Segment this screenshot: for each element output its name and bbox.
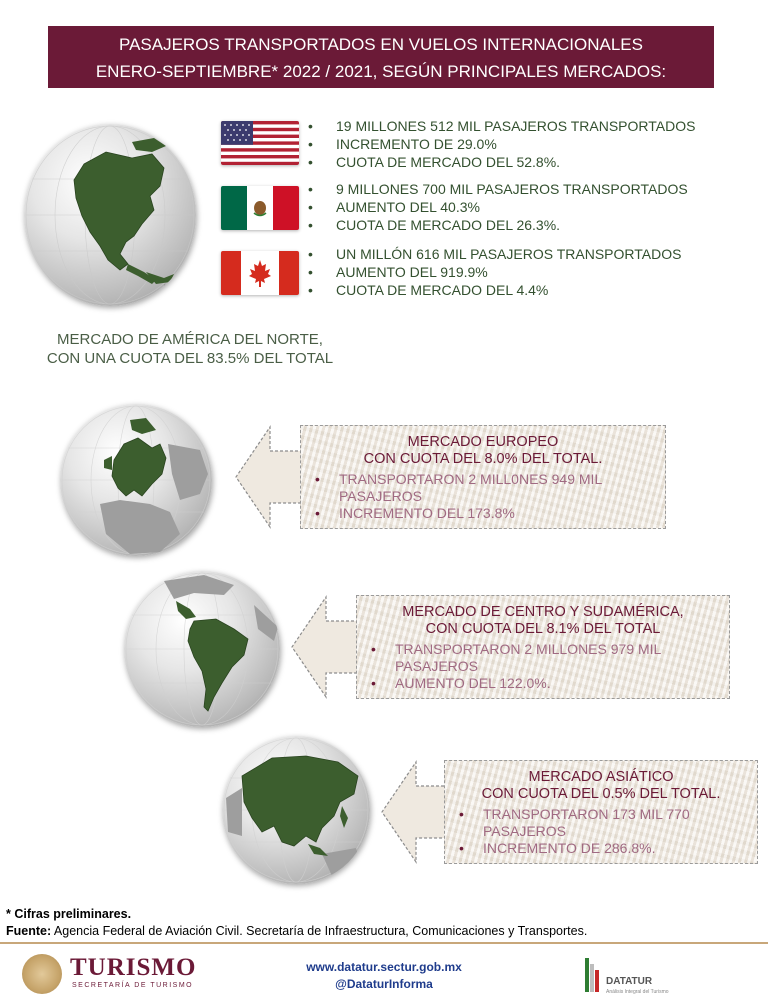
datatur-logo: DATATUR — [606, 976, 653, 987]
south-america-market-box — [356, 595, 730, 699]
south-america-globe-icon — [124, 571, 280, 727]
turismo-subtitle: SECRETARÍA DE TURISMO — [72, 982, 194, 989]
arrow-left-icon — [234, 425, 304, 529]
list-item: • 9 MILLONES 700 MIL PASAJEROS TRANSPORTADOS — [308, 180, 688, 198]
market-title-line-1: MERCADO DE CENTRO Y SUDAMÉRICA, — [402, 604, 684, 620]
list-item: • TRANSPORTARON 2 MILL0NES 949 MIL PASAJEROS — [311, 471, 631, 505]
market-title — [367, 604, 719, 638]
list-item: • AUMENTO DEL 919.9% — [308, 263, 681, 281]
canada-flag-icon — [221, 251, 299, 295]
list-item: • INCREMENTO DE 286.8%. — [455, 840, 747, 857]
market-title-line-1: MERCADO EUROPEO — [407, 434, 559, 450]
list-item: • TRANSPORTARON 173 MIL 770 PASAJEROS — [455, 806, 725, 840]
source-label: Fuente: — [6, 924, 52, 938]
arrow-left-icon — [290, 595, 360, 699]
source-text: Agencia Federal de Aviación Civil. Secretaría de Infraestructura, Comunicaciones y Transportes. — [51, 924, 588, 938]
list-item: • CUOTA DE MERCADO DEL 52.8%. — [308, 153, 695, 171]
caption-line-1: MERCADO DE AMÉRICA DEL NORTE, — [57, 331, 323, 348]
market-title-line-2: CON CUOTA DEL 0.5% DEL TOTAL. — [481, 786, 721, 802]
page-title — [48, 26, 714, 88]
footnote — [6, 906, 587, 940]
list-item: • AUMENTO DEL 40.3% — [308, 198, 688, 216]
north-america-caption — [20, 330, 360, 368]
market-list — [367, 641, 719, 692]
market-title — [311, 434, 655, 468]
asia-market-box — [444, 760, 758, 864]
market-title — [455, 769, 747, 803]
market-title-line-2: CON CUOTA DEL 8.1% DEL TOTAL — [425, 621, 661, 637]
canada-stats-list — [308, 245, 681, 299]
title-line-2: ENERO-SEPTIEMBRE* 2022 / 2021, SEGÚN PRINCIPALES MERCADOS: — [95, 62, 667, 81]
list-item: • TRANSPORTARON 2 MILLONES 979 MIL PASAJEROS — [367, 641, 707, 675]
market-list — [311, 471, 655, 522]
europe-market-box — [300, 425, 666, 529]
caption-line-2: CON UNA CUOTA DEL 83.5% DEL TOTAL — [46, 350, 334, 367]
list-item: • CUOTA DE MERCADO DEL 4.4% — [308, 281, 681, 299]
datatur-subtitle: Análisis Integral del Turismo — [606, 989, 669, 995]
europe-globe-icon — [60, 404, 212, 556]
list-item: • UN MILLÓN 616 MIL PASAJEROS TRANSPORTADOS — [308, 245, 681, 263]
datatur-logo-icon — [582, 954, 602, 994]
title-line-1: PASAJEROS TRANSPORTADOS EN VUELOS INTERNACIONALES — [119, 35, 643, 54]
arrow-left-icon — [380, 760, 450, 864]
footnote-note: * Cifras preliminares. — [6, 907, 132, 921]
footer — [0, 946, 768, 1008]
twitter-handle[interactable]: @DataturInforma — [335, 977, 433, 991]
market-title-line-2: CON CUOTA DEL 8.0% DEL TOTAL. — [363, 451, 603, 467]
list-item: • CUOTA DE MERCADO DEL 26.3%. — [308, 216, 688, 234]
market-title-line-1: MERCADO ASIÁTICO — [528, 769, 674, 785]
north-america-globe-icon — [24, 124, 196, 306]
usa-flag-icon — [221, 121, 299, 165]
footer-divider — [0, 942, 768, 944]
list-item: • 19 MILLONES 512 MIL PASAJEROS TRANSPORTADOS — [308, 117, 695, 135]
usa-stats-list — [308, 117, 695, 171]
website-link[interactable]: www.datatur.sectur.gob.mx — [306, 960, 462, 974]
mexico-stats-list — [308, 180, 688, 234]
mexico-flag-icon — [221, 186, 299, 230]
asia-globe-icon — [222, 736, 370, 884]
list-item: • INCREMENTO DE 29.0% — [308, 135, 695, 153]
turismo-logo: TURISMO — [70, 954, 197, 981]
market-list — [455, 806, 747, 857]
list-item: • AUMENTO DEL 122.0%. — [367, 675, 719, 692]
list-item: • INCREMENTO DEL 173.8% — [311, 505, 655, 522]
